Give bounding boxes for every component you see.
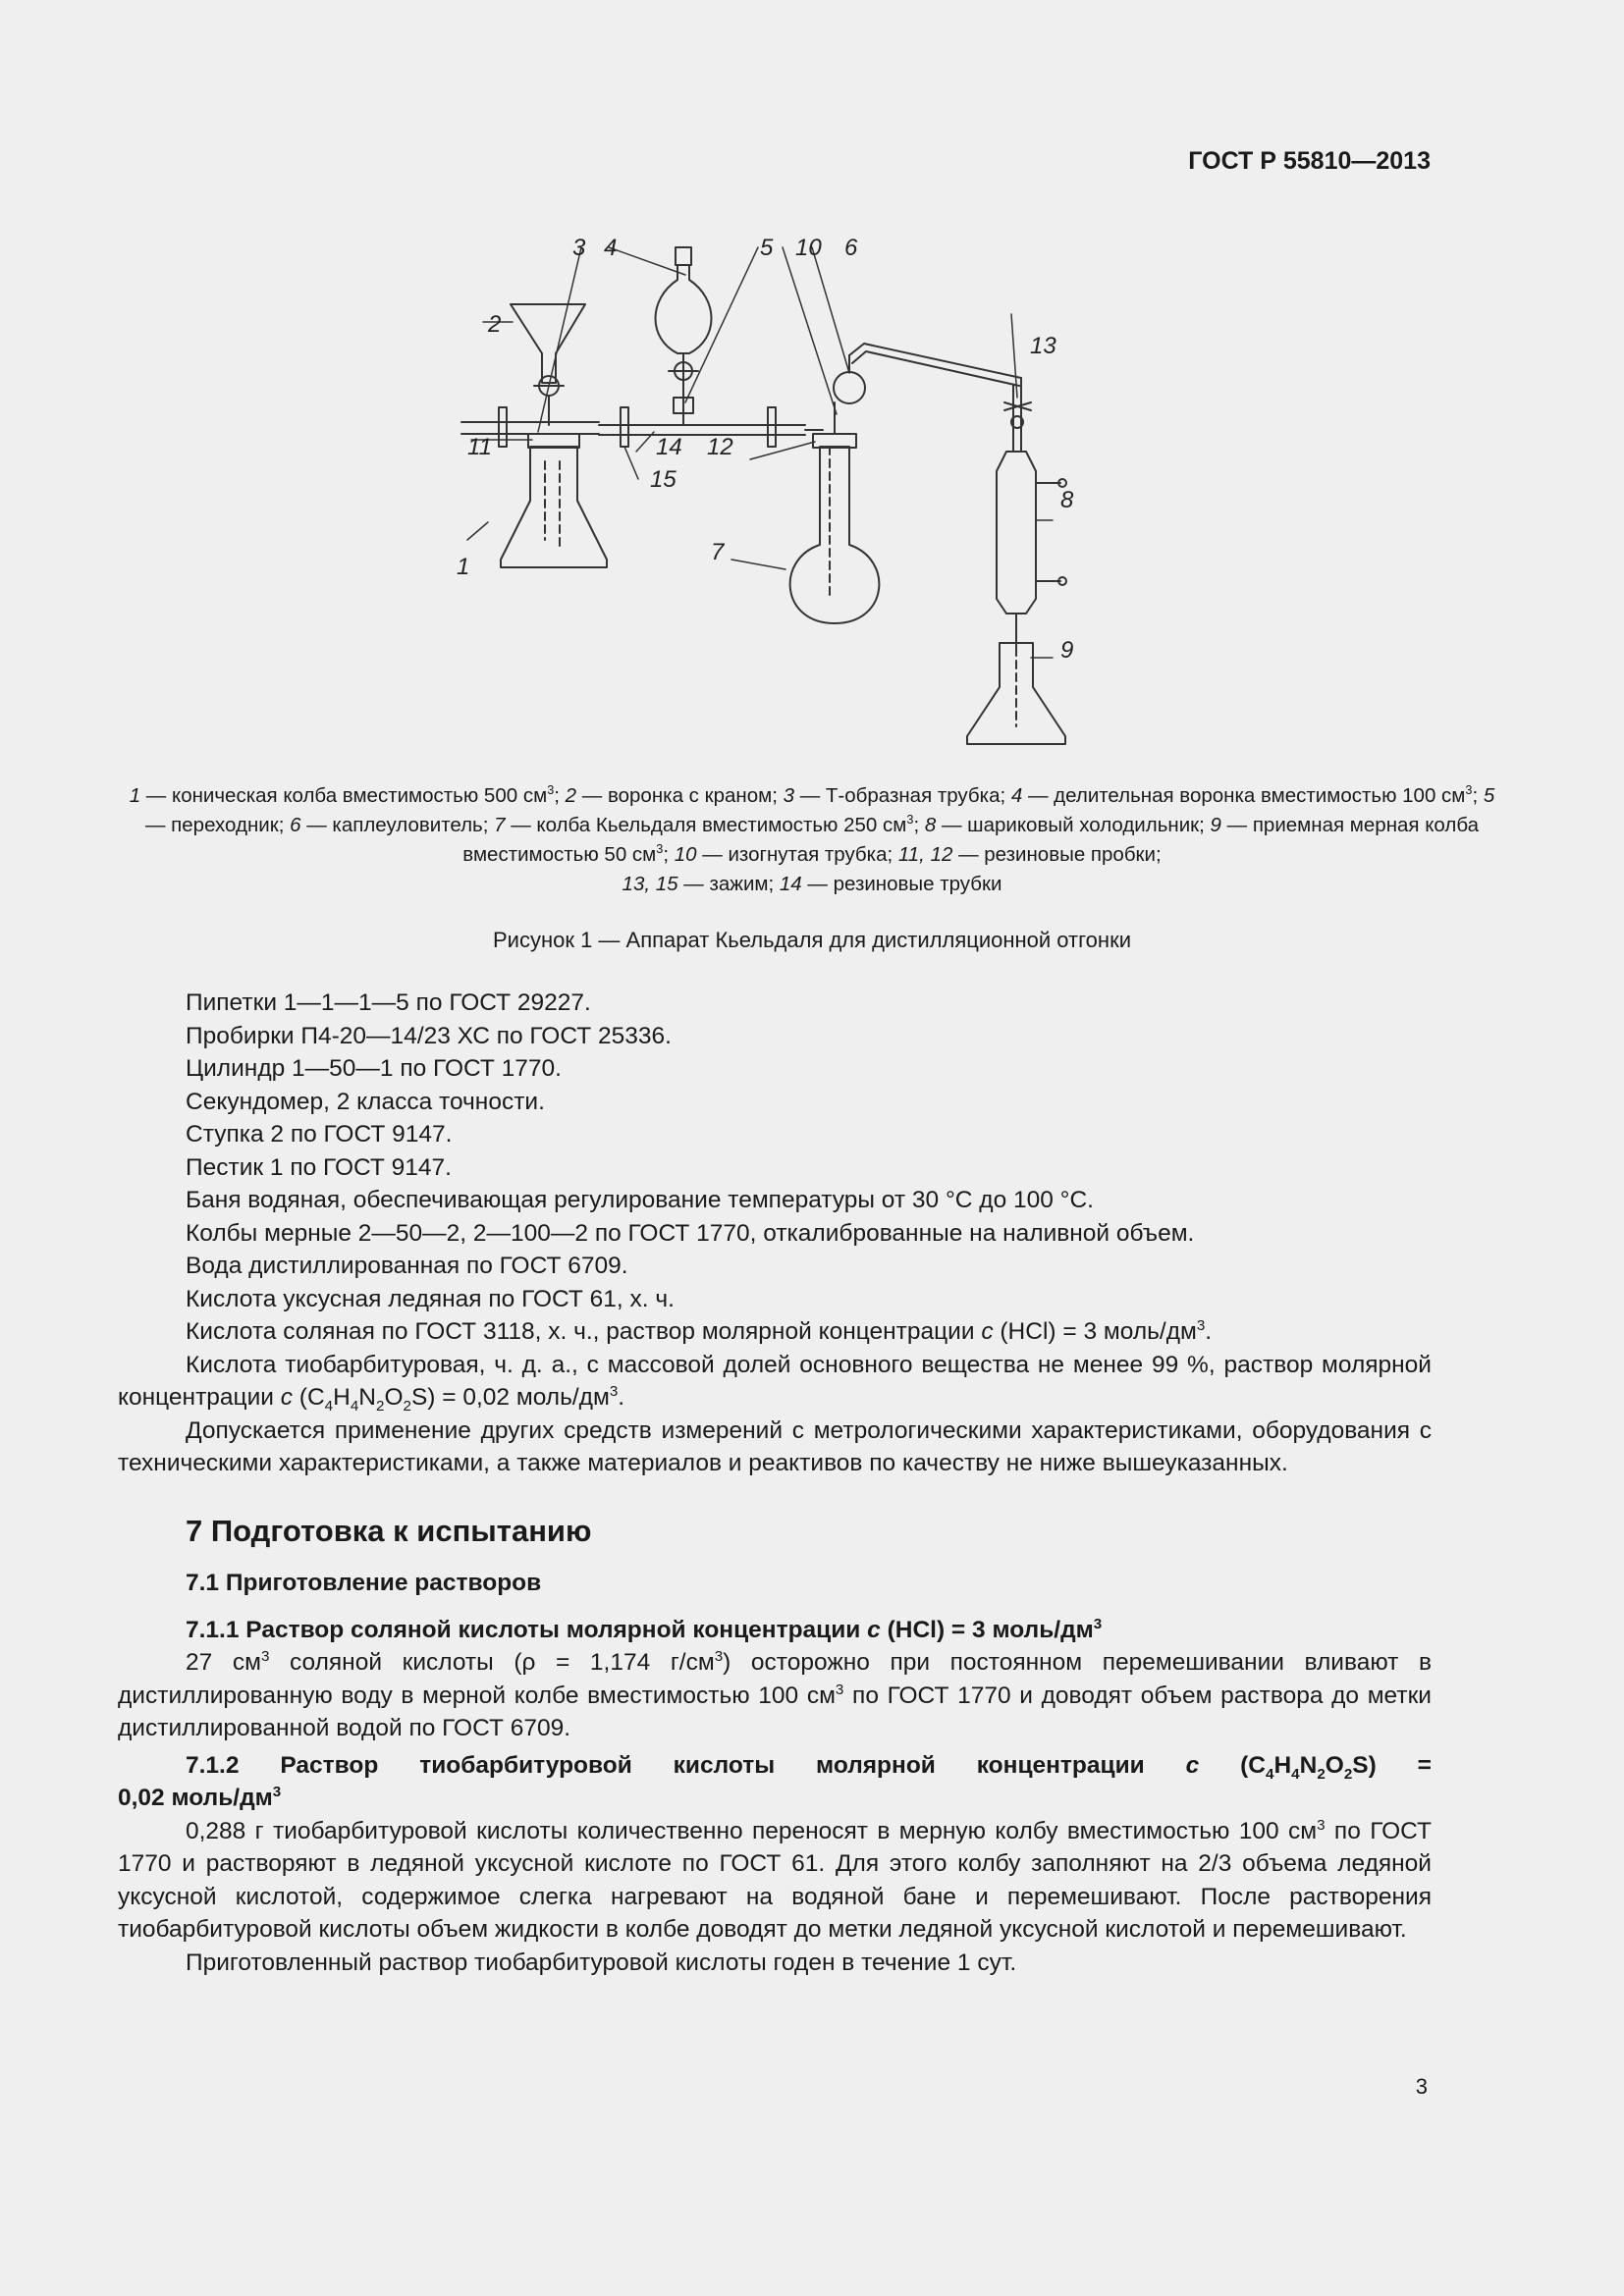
legend-key: 10 [674, 843, 697, 866]
leader-10 [783, 247, 837, 414]
legend-text: — воронка с краном; [576, 784, 784, 807]
separating-funnel-4 [656, 265, 712, 353]
legend-text: — Т-образная трубка; [794, 784, 1011, 807]
condenser-inlet-tube [849, 344, 1021, 378]
legend-key: 11, 12 [897, 843, 953, 866]
kjeldahl-flask-7 [790, 447, 880, 623]
italic-symbol: c [1185, 1751, 1200, 1779]
list-item: Ступка 2 по ГОСТ 9147. [186, 1121, 453, 1148]
page-number: 3 [1415, 2074, 1428, 2099]
paragraph-7-1-2 [118, 1815, 1432, 1947]
section-heading-7-1-2-line2 [118, 1782, 1432, 1815]
legend-key: 9 [1210, 814, 1221, 836]
callout-8: 8 [1060, 487, 1074, 513]
section-heading-7-1-2 [118, 1749, 1432, 1783]
text: по ГОСТ 1770 и растворяют в ледяной уксусной кислоте по ГОСТ 61. Для этого колбу заполняют на 2/3 объема ледяной уксусной кислотой, содержимое слегка нагревают на водяной бане и перемешивают. После растворения тиобарбитуровой кислоты объем жидкости в колбе доводят до метки ледяной уксусной кислотой и перемешивают. [118, 1817, 1432, 1943]
leader-5 [685, 247, 758, 402]
superscript: 3 [272, 1783, 282, 1800]
text: O [384, 1384, 404, 1411]
legend-text: — приемная мерная колба вместимостью 50 см [462, 814, 1479, 866]
paragraph-7-1-1 [118, 1646, 1432, 1745]
subscript: 2 [403, 1397, 411, 1415]
clamp-left [499, 407, 507, 447]
legend-text: — резиновые пробки; [952, 843, 1162, 866]
text: N [1299, 1751, 1318, 1779]
leader-7 [731, 560, 785, 569]
legend-key: 1 [129, 784, 141, 807]
text: . [618, 1384, 625, 1411]
leader-4 [609, 247, 685, 275]
section-heading-7: 7 Подготовка к испытанию [186, 1513, 592, 1548]
text: (HCl) = 3 моль/дм [993, 1318, 1197, 1345]
legend-text: — зажим; [677, 873, 780, 895]
subscript: 4 [350, 1397, 359, 1415]
kjeldahl-apparatus-figure [432, 226, 1119, 756]
subscript: 4 [324, 1397, 334, 1415]
legend-key: 3 [783, 784, 794, 807]
text: S) = [1352, 1751, 1432, 1779]
italic-symbol: c [981, 1318, 994, 1345]
text: 7.1.1 Раствор соляной кислоты молярной концентрации [186, 1616, 868, 1643]
bulb-condenser-8 [997, 452, 1036, 614]
superscript: 3 [1093, 1615, 1103, 1632]
italic-symbol: c [867, 1616, 881, 1643]
legend-key: 13, 15 [622, 873, 678, 895]
leader-3 [538, 247, 581, 432]
superscript: 3 [1196, 1316, 1206, 1334]
subscript: 2 [375, 1397, 385, 1415]
stopper-11 [528, 434, 579, 448]
text: (C [1199, 1751, 1266, 1779]
callout-7: 7 [711, 539, 725, 565]
clamp-right [768, 407, 776, 447]
apparatus-drawing [432, 226, 1119, 756]
callout-12: 12 [707, 434, 733, 460]
legend-key: 2 [565, 784, 577, 807]
text: Кислота соляная по ГОСТ 3118, х. ч., раствор молярной концентрации [186, 1318, 982, 1345]
list-item: Колбы мерные 2—50—2, 2—100—2 по ГОСТ 1770, откалиброванные на наливной объем. [186, 1219, 1195, 1247]
callout-13: 13 [1030, 333, 1056, 359]
clamp-13 [1004, 402, 1031, 410]
splash-trap-6 [834, 372, 865, 403]
legend-text: — переходник; [144, 814, 291, 836]
legend-key: 7 [494, 814, 506, 836]
paragraph-shelf-life: Приготовленный раствор тиобарбитуровой кислоты годен в течение 1 сут. [186, 1949, 1017, 1976]
list-item: Секундомер, 2 класса точности. [186, 1088, 545, 1115]
legend-text: — шариковый холодильник; [936, 814, 1211, 836]
subscript: 2 [1343, 1765, 1353, 1783]
legend-text: — коническая колба вместимостью 500 см [140, 784, 548, 807]
callout-4: 4 [604, 235, 618, 261]
legend-text: — изогнутая трубка; [696, 843, 898, 866]
text: ) осторожно при постоянном перемешивании вливают в дистиллированную воду в мерной колбе вместимостью 100 см [118, 1649, 1433, 1709]
section-heading-7-1-1 [118, 1614, 1432, 1647]
list-item: Пипетки 1—1—1—5 по ГОСТ 29227. [186, 989, 591, 1016]
list-item-tba [118, 1349, 1432, 1415]
leader-12 [750, 442, 815, 459]
text: (HCl) = 3 моль/дм [880, 1616, 1094, 1643]
subscript: 4 [1266, 1765, 1274, 1783]
callout-14: 14 [656, 434, 682, 460]
superscript: 3 [1317, 1816, 1326, 1834]
callout-6: 6 [844, 235, 858, 261]
callout-1: 1 [457, 554, 470, 580]
legend-key: 8 [924, 814, 937, 836]
allowance-paragraph: Допускается применение других средств измерений с метрологическими характеристиками, оборудования с техническими характеристиками, а также материалов и реактивов по качеству не ниже вышеуказанных. [118, 1416, 1432, 1476]
text: Кислота тиобарбитуровая, ч. д. а., с массовой долей основного вещества не менее 99 %, раствор молярной концентрации [118, 1351, 1432, 1411]
legend-sup: 3 [547, 782, 555, 798]
legend-text: — каплеуловитель; [300, 814, 495, 836]
text: H [1273, 1751, 1292, 1779]
callout-9: 9 [1060, 637, 1074, 664]
subscript: 4 [1291, 1765, 1300, 1783]
legend-text: — делительная воронка вместимостью 100 см [1022, 784, 1466, 807]
text: 27 см [186, 1649, 261, 1676]
list-item: Цилиндр 1—50—1 по ГОСТ 1770. [186, 1055, 562, 1082]
text: N [358, 1384, 376, 1411]
legend-sup: 3 [656, 841, 664, 857]
funnel-4-stopper [676, 247, 691, 265]
callout-11: 11 [467, 434, 492, 460]
legend-key: 6 [290, 814, 301, 836]
legend-key: 5 [1483, 784, 1495, 807]
legend-text: — колба Кьельдаля вместимостью 250 см [505, 814, 907, 836]
list-item: Пестик 1 по ГОСТ 9147. [186, 1153, 452, 1181]
callout-10: 10 [795, 235, 822, 261]
callout-15: 15 [650, 466, 677, 493]
list-item: Баня водяная, обеспечивающая регулирование температуры от 30 °С до 100 °С. [186, 1187, 1094, 1213]
callout-5: 5 [760, 235, 774, 261]
text: . [1205, 1318, 1213, 1345]
legend-text: — резиновые трубки [801, 873, 1002, 895]
figure-caption: Рисунок 1 — Аппарат Кьельдаля для дистилляционной отгонки [493, 928, 1131, 952]
leader-1 [467, 522, 488, 540]
list-item: Вода дистиллированная по ГОСТ 6709. [186, 1253, 628, 1279]
clamp-15 [621, 407, 628, 447]
superscript: 3 [714, 1647, 724, 1665]
text: H [333, 1384, 351, 1411]
superscript: 3 [260, 1647, 270, 1665]
list-item-hcl [118, 1315, 1432, 1349]
list-item: Кислота уксусная ледяная по ГОСТ 61, х. ч. [186, 1285, 675, 1312]
stopper-12 [813, 434, 856, 448]
callout-2: 2 [488, 311, 502, 338]
text: 0,288 г тиобарбитуровой кислоты количественно переносят в мерную колбу вместимостью 100 см [186, 1817, 1318, 1844]
conical-flask-1 [501, 447, 607, 567]
subscript: 2 [1317, 1765, 1326, 1783]
text: 7.1.2 Раствор тиобарбитуровой кислоты молярной концентрации [186, 1751, 1186, 1779]
text: (C [293, 1384, 325, 1411]
legend-sup: 3 [1465, 782, 1473, 798]
funnel-2 [511, 304, 585, 383]
figure-legend: 1 — коническая колба вместимостью 500 $см^3$; 2 — воронка с краном; 3 — Т-образная трубка; 4 — делительная воронка вместимостью 100 $см^3$; 5 — переходник; 6 — каплеуловитель; 7 — колба Кьельдаля вместимостью 250 $см^3$; 8 — шариковый холодильник; 9 — приемная мерная колба вместимостью 50 $см^3$; 10 — изогнутая трубка; 11, 12 — резиновые пробки; 13, 15 — зажим; 14 — резиновые трубки [129, 782, 1495, 895]
document-code: ГОСТ Р 55810—2013 [1188, 147, 1431, 175]
text: по ГОСТ 1770 и доводят объем раствора до метки дистиллированной водой по ГОСТ 6709. [118, 1682, 1432, 1741]
superscript: 3 [835, 1681, 844, 1698]
legend-key: 4 [1010, 784, 1023, 807]
text: O [1325, 1751, 1344, 1779]
condenser-inlet-tube-b [852, 351, 1019, 386]
superscript: 3 [609, 1382, 619, 1400]
legend-key: 14 [779, 873, 802, 895]
text: S) = 0,02 моль/дм [410, 1384, 610, 1411]
callout-3: 3 [572, 235, 586, 261]
legend-sup: 3 [906, 812, 914, 828]
list-item: Пробирки П4-20—14/23 ХС по ГОСТ 25336. [186, 1022, 672, 1049]
text: 0,02 моль/дм [118, 1785, 273, 1811]
section-heading-7-1: 7.1 Приготовление растворов [186, 1569, 542, 1596]
document-body [118, 987, 1432, 1979]
text: соляной кислоты (ρ = 1,174 г/см [269, 1649, 715, 1676]
italic-symbol: c [280, 1384, 293, 1411]
